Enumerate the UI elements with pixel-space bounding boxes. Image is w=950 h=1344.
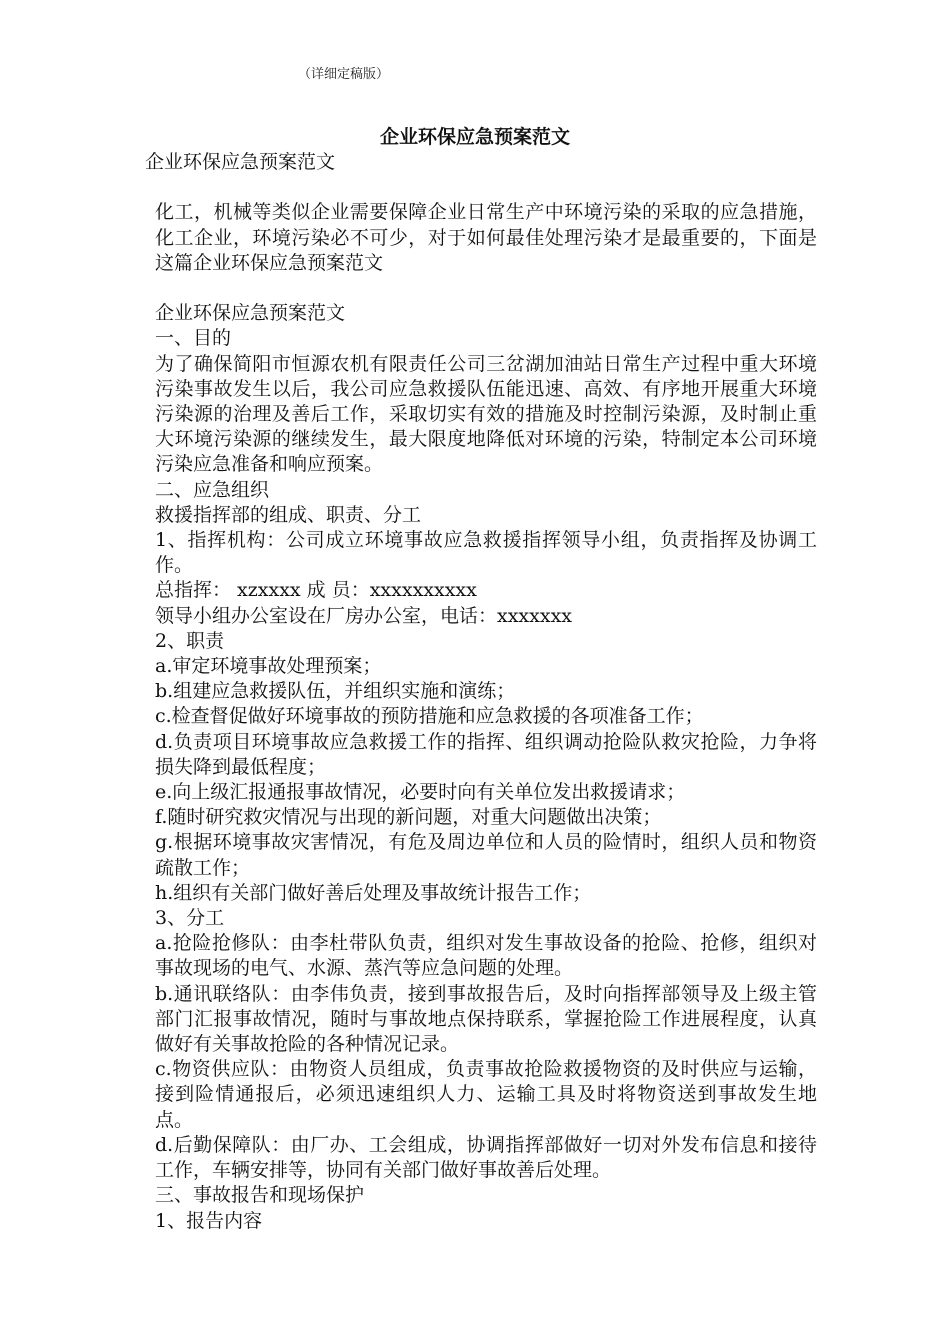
heading-purpose: 一、目的 <box>155 327 232 350</box>
heading-report-content: 1、报告内容 <box>155 1209 263 1232</box>
list-item-duty-d: d.负责项目环境事故应急救援工作的指挥、组织调动抢险队救灾抢险，力争将损失降到最低程度； <box>155 730 817 778</box>
list-item-duty-c: c.检查督促做好环境事故的预防措施和应急救援的各项准备工作； <box>155 705 704 728</box>
document-title: 企业环保应急预案范文 <box>379 126 570 148</box>
list-item-duty-g: g.根据环境事故灾害情况，有危及周边单位和人员的险情时，组织人员和物资疏散工作； <box>155 831 817 879</box>
heading-emergency-organization: 二、应急组织 <box>155 478 270 501</box>
heading-duties: 2、职责 <box>155 629 225 652</box>
paragraph-section-heading: 企业环保应急预案范文 <box>155 302 346 325</box>
paragraph-office-phone: 领导小组办公室设在厂房办公室，电话：xxxxxxx <box>155 604 573 627</box>
blank-line <box>145 276 817 301</box>
heading-accident-report: 三、事故报告和现场保护 <box>155 1184 365 1207</box>
list-item-duty-h: h.组织有关部门做好善后处理及事故统计报告工作； <box>155 881 592 904</box>
heading-division: 3、分工 <box>155 907 225 930</box>
paragraph-subtitle: 企业环保应急预案范文 <box>145 151 336 173</box>
list-item-duty-b: b.组建应急救援队伍，并组织实施和演练； <box>155 680 516 703</box>
paragraph-command-agency: 1、指挥机构：公司成立环境事故应急救援指挥领导小组，负责指挥及协调工作。 <box>155 529 817 577</box>
list-item-division-a: a.抢险抢修队：由李杜带队负责，组织对发生事故设备的抢险、抢修，组织对事故现场的电气、水源、蒸汽等应急问题的处理。 <box>155 932 817 980</box>
paragraph-commander: 总指挥： xzxxxx 成 员：xxxxxxxxxx <box>155 579 477 602</box>
blank-line <box>145 175 817 200</box>
document-body <box>145 150 817 1234</box>
list-item-division-c: c.物资供应队：由物资人员组成，负责事故抢险救援物资的及时供应与运输，接到险情通报后，必须迅速组织人力、运输工具及时将物资送到事故发生地点。 <box>155 1058 817 1131</box>
list-item-duty-e: e.向上级汇报通报事故情况，必要时向有关单位发出救援请求； <box>155 781 686 804</box>
list-item-division-d: d.后勤保障队：由厂办、工会组成，协调指挥部做好一切对外发布信息和接待工作，车辆安排等，协同有关部门做好事故善后处理。 <box>155 1133 817 1182</box>
list-item-duty-a: a.审定环境事故处理预案； <box>155 655 382 678</box>
list-item-division-b: b.通讯联络队：由李伟负责，接到事故报告后，及时向指挥部领导及上级主管部门汇报事故情况，随时与事故地点保持联系，掌握抢险工作进展程度，认真做好有关事故抢险的各种情况记录。 <box>155 982 817 1056</box>
paragraph-purpose: 为了确保简阳市恒源农机有限责任公司三岔湖加油站日常生产过程中重大环境污染事故发生以后，我公司应急救援队伍能迅速、高效、有序地开展重大环境污染源的治理及善后工作，采取切实有效的措施及时控制污染源，及时制止重大环境污染源的继续发生，最大限度地降低对环境的污染，特制定本公司环境污染应急准备和响应预案。 <box>155 352 817 476</box>
paragraph-intro: 化工，机械等类似企业需要保障企业日常生产中环境污染的采取的应急措施，化工企业，环境污染必不可少，对于如何最佳处理污染才是最重要的，下面是这篇企业环保应急预案范文 <box>155 201 817 274</box>
header-note: （详细定稿版） <box>298 67 390 82</box>
list-item-duty-f: f.随时研究救灾情况与出现的新问题，对重大问题做出决策； <box>155 806 662 829</box>
paragraph-command-composition: 救援指挥部的组成、职责、分工 <box>155 503 422 526</box>
